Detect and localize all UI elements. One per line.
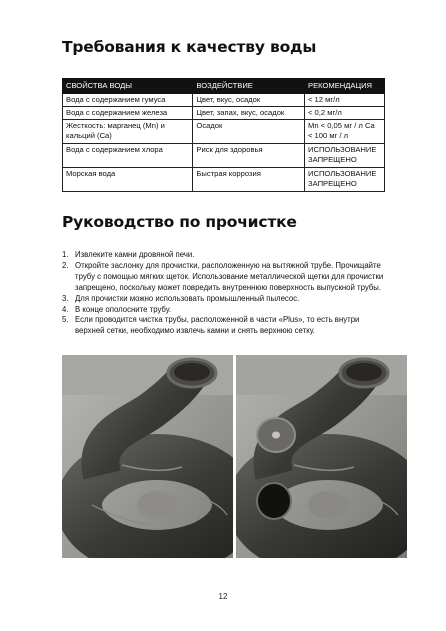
pipe-photo-open bbox=[236, 355, 407, 558]
table-cell: Вода с содержанием железа bbox=[63, 107, 193, 120]
table-cell: Вода с содержанием хлора bbox=[63, 144, 193, 168]
pipe-photo-closed bbox=[62, 355, 233, 558]
header-effect: ВОЗДЕЙСТВИЕ bbox=[193, 79, 305, 94]
table-row bbox=[63, 107, 385, 120]
table-cell: < 0,2 мг/л bbox=[305, 107, 385, 120]
table-cell: Цвет, вкус, осадок bbox=[193, 94, 305, 107]
list-item: 2. Откройте заслонку для прочистки, расположенную на вытяжной трубе. Прочищайте трубу с помощью мягких щеток. Использование металлической щетки для прочистки запрещено, поскольку может повредить внутреннюю поверхность выпускной трубы. bbox=[62, 260, 384, 292]
cleaning-steps-list bbox=[62, 250, 390, 337]
table-row bbox=[63, 94, 385, 107]
table-cell: Жесткость: марганец (Mn) и кальций (Ca) bbox=[63, 120, 193, 144]
list-item: 1. Извлеките камни дровяной печи. bbox=[62, 250, 195, 259]
header-properties: СВОЙСТВА ВОДЫ bbox=[63, 79, 193, 94]
water-quality-table bbox=[62, 78, 385, 192]
table-cell: ИСПОЛЬЗОВАНИЕ ЗАПРЕЩЕНО bbox=[305, 168, 385, 192]
table-row bbox=[63, 120, 385, 144]
table-row bbox=[63, 144, 385, 168]
pipe-open-illustration bbox=[236, 355, 407, 558]
table-cell: Вода с содержанием гумуса bbox=[63, 94, 193, 107]
list-item: 5. Если проводится чистка трубы, расположенной в части «Plus», то есть внутри верхней сетки, необходимо извлечь камни и снять верхнюю сетку. bbox=[62, 315, 360, 336]
water-quality-heading: Требования к качеству воды bbox=[62, 38, 317, 56]
list-item: 4. В конце ополосните трубу. bbox=[62, 304, 172, 314]
pipe-closed-illustration bbox=[62, 355, 233, 558]
table-header-row bbox=[63, 79, 385, 94]
table-cell: Mn < 0,05 мг / л Ca < 100 мг / л bbox=[305, 120, 385, 144]
table-cell: Морская вода bbox=[63, 168, 193, 192]
table-cell: ИСПОЛЬЗОВАНИЕ ЗАПРЕЩЕНО bbox=[305, 144, 385, 168]
table-cell: Цвет, запах, вкус, осадок bbox=[193, 107, 305, 120]
table-cell: Быстрая коррозия bbox=[193, 168, 305, 192]
table-cell: < 12 мг/л bbox=[305, 94, 385, 107]
table-cell: Риск для здоровья bbox=[193, 144, 305, 168]
header-recommendation: РЕКОМЕНДАЦИЯ bbox=[305, 79, 385, 94]
cleaning-guide-heading: Руководство по прочистке bbox=[62, 213, 297, 231]
pipe-photos bbox=[62, 355, 407, 558]
list-item: 3. Для прочистки можно использовать промышленный пылесос. bbox=[62, 293, 300, 303]
table-cell: Осадок bbox=[193, 120, 305, 144]
table-row bbox=[63, 168, 385, 192]
page-number: 12 bbox=[218, 592, 228, 601]
